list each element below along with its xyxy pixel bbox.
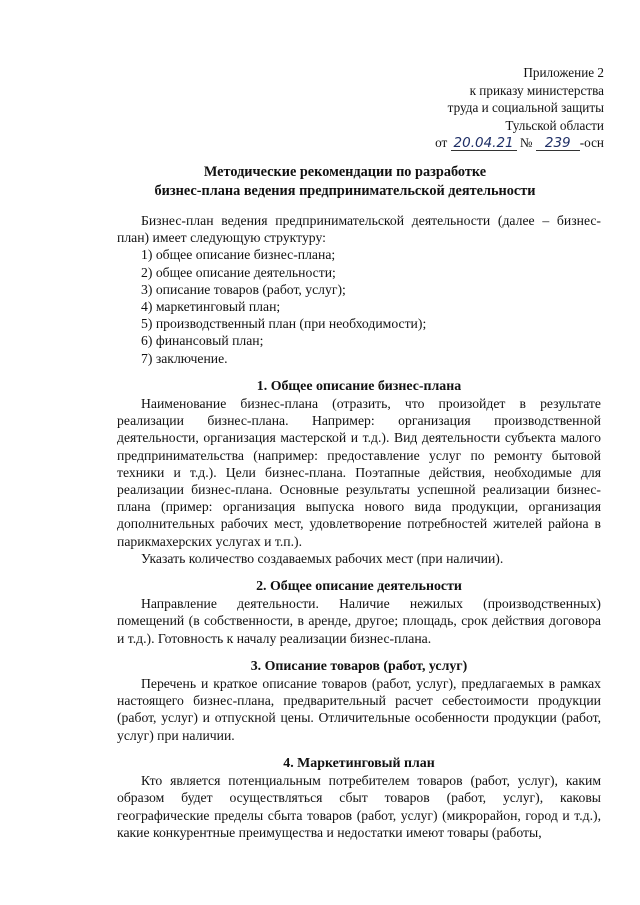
list-item: 1) общее описание бизнес-плана; [141,247,336,263]
list-item: 5) производственный план (при необходимости); [141,316,427,332]
order-reference [374,134,604,152]
intro-paragraph: Бизнес-план ведения предпринимательской деятельности (далее – бизнес-план) имеет следующую структуру: [117,213,601,246]
list-item: 4) маркетинговый план; [141,299,281,315]
section-paragraph: Наименование бизнес-плана (отразить, что произойдет в результате реализации бизнес-плана. Например: организация производственной деятельности, организация мастерской и т.д.). Вид деятельности субъекта малого предпринимательства (например: предоставление услуг по ремонту бытовой техники и т.д.). Цели бизнес-плана. Поэтапные действия, необходимые для реализации бизнес-плана. Основные результаты успешной реализации бизнес-плана (пример: организация выпуска нового вида продукции, организация дополнительных рабочих мест, удовлетворение потребностей жителей района в парикмахерских услугах и т.п.). [117,396,601,549]
title-line: Методические рекомендации по разработке [203,164,487,180]
document-body [117,212,601,841]
structure-list [117,246,601,366]
section-heading: 2. Общее описание деятельности [256,579,462,595]
section-paragraph: Перечень и краткое описание товаров (работ, услуг), предлагаемых в рамках настоящего бизнес-плана, предварительный расчет себестоимости продукции (работ, услуг) и отпускной цены. Отличительные особенности продукции (работ, услуг) при наличии. [117,676,601,743]
section-paragraph: Кто является потенциальным потребителем товаров (работ, услуг), каким образом будет осуществляться сбыт товаров (работ, услуг), каковы географические пределы сбыта товаров (работ, услуг) (микрорайон, город и т.д.), какие конкурентные преимущества и недостатки имеют товары (работы, [117,773,601,840]
list-item: 6) финансовый план; [141,333,264,349]
list-item: 7) заключение. [141,350,228,366]
document-title [80,163,610,201]
section-paragraph: Направление деятельности. Наличие нежилых (производственных) помещений (в собственности, в аренде, другое; площадь, срок действия договора и т.д.). Готовность к началу реализации бизнес-плана. [117,596,601,646]
appendix-line: к приказу министерства [469,82,604,98]
order-number-handwritten: 239 [536,136,580,151]
section-heading: 4. Маркетинговый план [283,755,435,771]
order-suffix: -осн [579,135,604,150]
number-prefix: № [519,135,533,150]
order-date-handwritten: 20.04.21 [451,136,517,151]
from-prefix: от [435,135,448,150]
list-item: 2) общее описание деятельности; [141,264,336,280]
appendix-line: Тульской области [505,117,604,133]
list-item: 3) описание товаров (работ, услуг); [141,281,346,297]
appendix-header [374,64,604,152]
appendix-line: Приложение 2 [523,65,604,80]
section-heading: 1. Общее описание бизнес-плана [256,378,462,394]
title-line: бизнес-плана ведения предпринимательской деятельности [154,183,536,199]
section-paragraph: Указать количество создаваемых рабочих мест (при наличии). [141,550,504,566]
section-heading: 3. Описание товаров (работ, услуг) [250,658,468,674]
appendix-line: труда и социальной защиты [447,100,604,115]
